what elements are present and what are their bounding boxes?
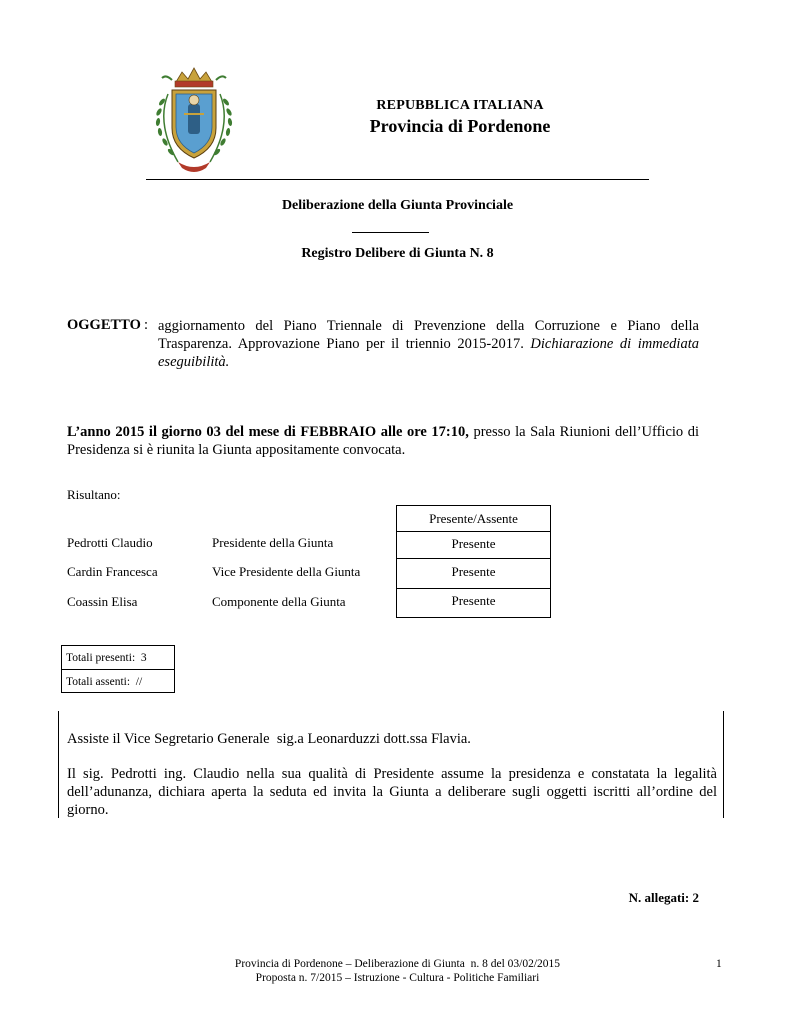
member-role: Vice Presidente della Giunta: [212, 564, 361, 579]
member-role: Presidente della Giunta: [212, 535, 334, 550]
subject-italic-text: Dichiarazione di immediata eseguibilità.: [158, 336, 699, 370]
subject-text: [158, 317, 699, 371]
footer-line-2: Proposta n. 7/2015 – Istruzione - Cultura - Politiche Familiari: [255, 972, 540, 984]
member-role: Componente della Giunta: [212, 594, 346, 609]
member-status: Presente: [396, 588, 551, 618]
member-name: Coassin Elisa: [67, 594, 138, 609]
header-divider: [146, 179, 649, 180]
shield-icon: [172, 90, 216, 158]
page-number: 1: [716, 958, 722, 970]
attachments-count: N. allegati: 2: [628, 890, 699, 905]
register-number: Registro Delibere di Giunta N. 8: [301, 246, 494, 261]
attendance-column-header: Presente/Assente: [396, 505, 551, 532]
member-name: Cardin Francesca: [67, 564, 158, 579]
crown-icon: [162, 68, 226, 87]
province-heading: Provincia di Pordenone: [369, 116, 551, 136]
left-margin-bar: [58, 711, 59, 818]
meeting-paragraph: [67, 423, 699, 459]
secretary-statement: Assiste il Vice Segretario Generale sig.a Leonarduzzi dott.ssa Flavia.: [67, 731, 471, 747]
footer-line-1: Provincia di Pordenone – Deliberazione di Giunta n. 8 del 03/02/2015: [234, 958, 561, 970]
totals-absent: Totali assenti: //: [66, 676, 143, 688]
subject-label: OGGETTO: [67, 317, 141, 333]
deliberation-title: Deliberazione della Giunta Provinciale: [281, 198, 514, 213]
member-name: Pedrotti Claudio: [67, 535, 153, 550]
attendance-label: Risultano:: [67, 487, 121, 502]
subject-colon: :: [144, 317, 149, 333]
meeting-date-time: L’anno 2015 il giorno 03 del mese di FEBBRAIO alle ore 17:10,: [67, 424, 469, 440]
title-underline: [352, 232, 429, 233]
republic-heading: REPUBBLICA ITALIANA: [376, 98, 544, 113]
member-status: Presente: [396, 558, 551, 589]
totals-present: Totali presenti: 3: [66, 652, 147, 664]
province-coat-of-arms-logo: [148, 64, 240, 176]
totals-divider: [61, 669, 175, 670]
ribbon-icon: [178, 162, 210, 172]
meeting-location: presso la Sala Riunioni dell’Ufficio di Presidenza si è riunita la Giunta appositamente convocata.: [67, 424, 700, 458]
chair-statement: Il sig. Pedrotti ing. Claudio nella sua qualità di Presidente assume la presidenza e constatata la legalità dell’adunanza, dichiara aperta la seduta ed invita la Giunta a deliberare sugli oggetti iscritti all’ordine del giorno.: [67, 766, 717, 818]
member-status: Presente: [396, 531, 551, 559]
right-margin-bar: [723, 711, 724, 818]
subject-main-text: aggiornamento del Piano Triennale di Prevenzione della Corruzione e Piano della Trasparenza. Approvazione Piano per il triennio 2015-2017.: [158, 318, 699, 352]
